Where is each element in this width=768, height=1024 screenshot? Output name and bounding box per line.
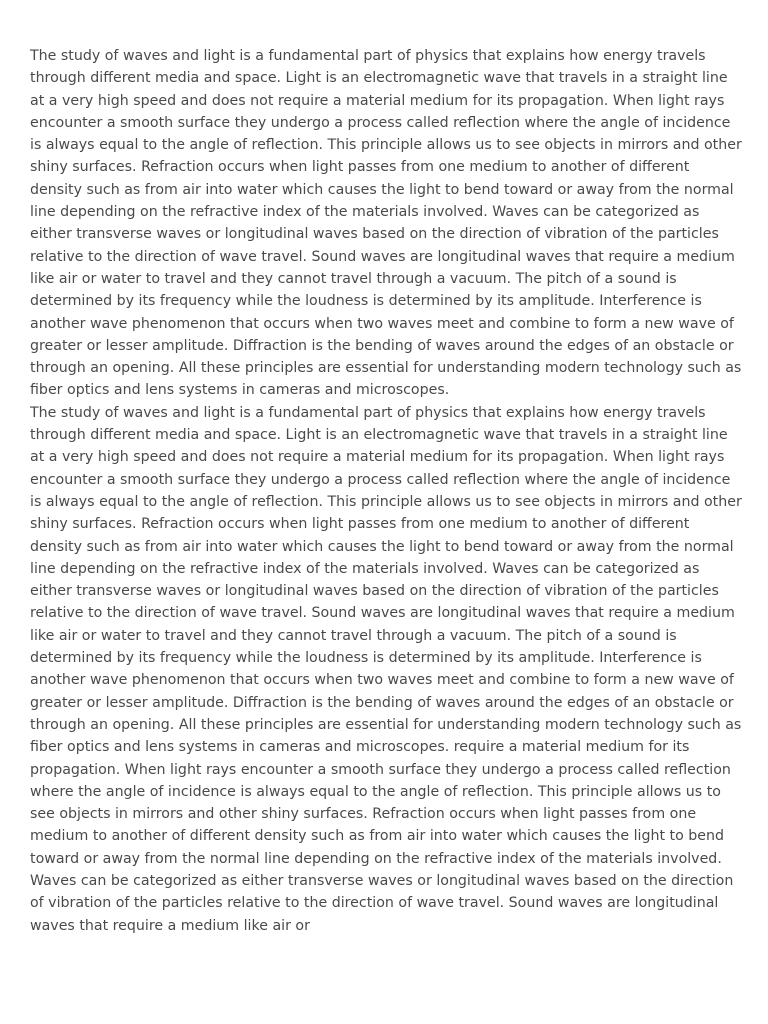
paragraph-1: The study of waves and light is a fundamental part of physics that explains how energy travels through different media and space. Light is an electromagnetic wave that travels in a straight line at a very high speed and does not require a material medium for its propagation. When light rays encounter a smooth surface they undergo a process called reflection where the angle of incidence is always equal to the angle of reflection. This principle allows us to see objects in mirrors and other shiny surfaces. Refraction occurs when light passes from one medium to another of different density such as from air into water which causes the light to bend toward or away from the normal line depending on the refractive index of the materials involved. Waves can be categorized as either transverse waves or longitudinal waves based on the direction of vibration of the particles relative to the direction of wave travel. Sound waves are longitudinal waves that require a medium like air or water to travel and they cannot travel through a vacuum. The pitch of a sound is determined by its frequency while the loudness is determined by its amplitude. Interference is another wave phenomenon that occurs when two waves meet and combine to form a new wave of greater or lesser amplitude. Diffraction is the bending of waves around the edges of an obstacle or through an opening. All these principles are essential for understanding modern technology such as fiber optics and lens systems in cameras and microscopes.	[30, 48, 742, 399]
paragraph-2: The study of waves and light is a fundamental part of physics that explains how energy travels through different media and space. Light is an electromagnetic wave that travels in a straight line at a very high speed and does not require a material medium for its propagation. When light rays encounter a smooth surface they undergo a process called reflection where the angle of incidence is always equal to the angle of reflection. This principle allows us to see objects in mirrors and other shiny surfaces. Refraction occurs when light passes from one medium to another of different density such as from air into water which causes the light to bend toward or away from the normal line depending on the refractive index of the materials involved. Waves can be categorized as either transverse waves or longitudinal waves based on the direction of vibration of the particles relative to the direction of wave travel. Sound waves are longitudinal waves that require a medium like air or water to travel and they cannot travel through a vacuum. The pitch of a sound is determined by its frequency while the loudness is determined by its amplitude. Interference is another wave phenomenon that occurs when two waves meet and combine to form a new wave of greater or lesser amplitude. Diffraction is the bending of waves around the edges of an obstacle or through an opening. All these principles are essential for understanding modern technology such as fiber optics and lens systems in cameras and microscopes. require a material medium for its propagation. When light rays encounter a smooth surface they undergo a process called reflection where the angle of incidence is always equal to the angle of reflection. This principle allows us to see objects in mirrors and other shiny surfaces. Refraction occurs when light passes from one medium to another of different density such as from air into water which causes the light to bend toward or away from the normal line depending on the refractive index of the materials involved. Waves can be categorized as either transverse waves or longitudinal waves based on the direction of vibration of the particles relative to the direction of wave travel. Sound waves are longitudinal waves that require a medium like air or	[30, 404, 742, 934]
document-body	[30, 45, 742, 937]
